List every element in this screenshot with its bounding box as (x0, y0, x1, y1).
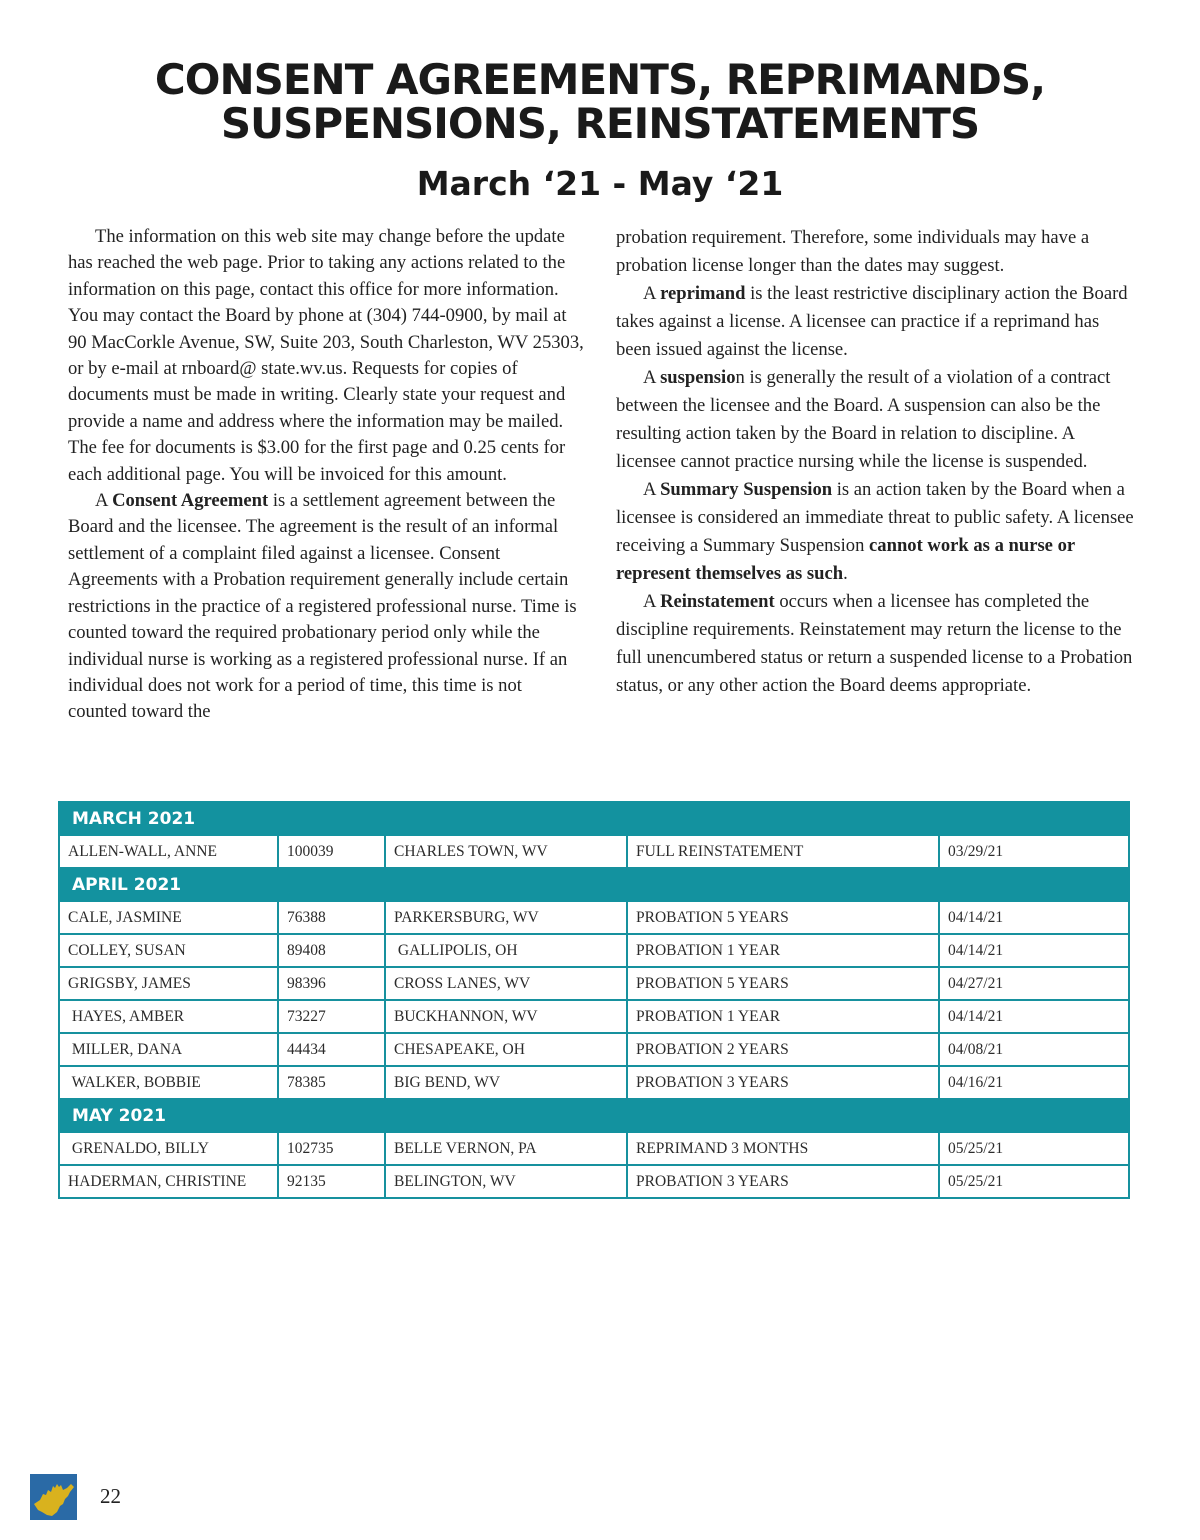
location-cell: CHARLES TOWN, WV (385, 835, 627, 868)
license-number-cell: 76388 (278, 901, 385, 934)
date-cell: 04/08/21 (939, 1033, 1129, 1066)
date-cell: 04/14/21 (939, 901, 1129, 934)
reinstatement-paragraph: A Reinstatement occurs when a licensee has completed the discipline requirements. Reinstatement may return the license to the full unencumbered status or return a suspended license to a Probation status, or any other action the Board deems appropriate. (616, 591, 1133, 696)
date-cell: 05/25/21 (939, 1132, 1129, 1165)
table-row (59, 1132, 1129, 1165)
reprimand-term: reprimand (660, 283, 746, 304)
location-cell: GALLIPOLIS, OH (385, 934, 627, 967)
action-cell: FULL REINSTATEMENT (627, 835, 939, 868)
name-cell: CALE, JASMINE (59, 901, 278, 934)
date-cell: 05/25/21 (939, 1165, 1129, 1198)
name-cell: WALKER, BOBBIE (59, 1066, 278, 1099)
intro-left-column (68, 224, 584, 726)
location-cell: BELLE VERNON, PA (385, 1132, 627, 1165)
consent-agreement-term: Consent Agreement (112, 490, 269, 512)
action-cell: PROBATION 3 YEARS (627, 1165, 939, 1198)
name-cell: MILLER, DANA (59, 1033, 278, 1066)
date-range-subtitle: March ‘21 - May ‘21 (416, 164, 784, 203)
table-row (59, 967, 1129, 1000)
table-row (59, 1066, 1129, 1099)
month-header-row (59, 802, 1129, 835)
action-cell: PROBATION 1 YEAR (627, 1000, 939, 1033)
name-cell: GRENALDO, BILLY (59, 1132, 278, 1165)
action-cell: PROBATION 1 YEAR (627, 934, 939, 967)
table-row (59, 1000, 1129, 1033)
reinstatement-term: Reinstatement (660, 591, 775, 612)
month-header: MAY 2021 (59, 1099, 1129, 1132)
license-number-cell: 100039 (278, 835, 385, 868)
reprimand-paragraph: A reprimand is the least restrictive disciplinary action the Board takes against a license. A licensee can practice if a reprimand has been issued against the license. (616, 283, 1128, 360)
consent-agreement-paragraph: A Consent Agreement is a settlement agreement between the Board and the licensee. The agreement is the result of an informal settlement of a complaint filed against a licensee. Consent Agreements with a Probation requirement generally include certain restrictions in the practice of a registered professional nurse. Time is counted toward the required probationary period only while the individual nurse is working as a registered professional nurse. If an individual does not work for a period of time, this time is not counted toward the (68, 490, 577, 723)
disciplinary-actions-table (58, 801, 1130, 1199)
name-cell: HAYES, AMBER (59, 1000, 278, 1033)
location-cell: CHESAPEAKE, OH (385, 1033, 627, 1066)
location-cell: BUCKHANNON, WV (385, 1000, 627, 1033)
intro-right-column (616, 224, 1136, 700)
action-cell: PROBATION 5 YEARS (627, 901, 939, 934)
west-virginia-map-icon (30, 1474, 77, 1520)
location-cell: BIG BEND, WV (385, 1066, 627, 1099)
suspension-term: suspensio (660, 367, 736, 388)
license-number-cell: 89408 (278, 934, 385, 967)
name-cell: HADERMAN, CHRISTINE (59, 1165, 278, 1198)
title-line-2: SUSPENSIONS, REINSTATEMENTS (220, 99, 980, 148)
license-number-cell: 92135 (278, 1165, 385, 1198)
license-number-cell: 73227 (278, 1000, 385, 1033)
summary-suspension-paragraph: A Summary Suspension is an action taken by the Board when a licensee is considered an immediate threat to public safety. A licensee receiving a Summary Suspension cannot work as a nurse or represent themselves as such. (616, 479, 1134, 584)
action-cell: PROBATION 3 YEARS (627, 1066, 939, 1099)
table-row (59, 835, 1129, 868)
summary-suspension-term: Summary Suspension (660, 479, 833, 500)
month-header: MARCH 2021 (59, 802, 1129, 835)
disciplinary-actions-table-wrap (58, 801, 1128, 1199)
action-cell: PROBATION 2 YEARS (627, 1033, 939, 1066)
summary-suspension-warning: cannot work as a nurse or represent themselves as such (616, 535, 1075, 584)
name-cell: GRIGSBY, JAMES (59, 967, 278, 1000)
title-line-1: CONSENT AGREEMENTS, REPRIMANDS, (154, 55, 1046, 104)
table-row (59, 934, 1129, 967)
date-cell: 03/29/21 (939, 835, 1129, 868)
action-cell: REPRIMAND 3 MONTHS (627, 1132, 939, 1165)
month-header-row (59, 1099, 1129, 1132)
date-cell: 04/14/21 (939, 934, 1129, 967)
location-cell: PARKERSBURG, WV (385, 901, 627, 934)
license-number-cell: 98396 (278, 967, 385, 1000)
suspension-paragraph: A suspension is generally the result of a violation of a contract between the licensee and the Board. A suspension can also be the resulting action taken by the Board in relation to discipline. A licensee cannot practice nursing while the license is suspended. (616, 367, 1111, 472)
license-number-cell: 102735 (278, 1132, 385, 1165)
table-row (59, 1165, 1129, 1198)
name-cell: COLLEY, SUSAN (59, 934, 278, 967)
table-row (59, 901, 1129, 934)
action-cell: PROBATION 5 YEARS (627, 967, 939, 1000)
probation-continuation-paragraph: probation requirement. Therefore, some individuals may have a probation license longer than the dates may suggest. (616, 227, 1090, 276)
location-cell: CROSS LANES, WV (385, 967, 627, 1000)
month-header: APRIL 2021 (59, 868, 1129, 901)
name-cell: ALLEN-WALL, ANNE (59, 835, 278, 868)
date-cell: 04/14/21 (939, 1000, 1129, 1033)
date-cell: 04/27/21 (939, 967, 1129, 1000)
page-title (0, 55, 1200, 148)
license-number-cell: 78385 (278, 1066, 385, 1099)
date-cell: 04/16/21 (939, 1066, 1129, 1099)
page-number: 22 (100, 1484, 121, 1508)
location-cell: BELINGTON, WV (385, 1165, 627, 1198)
intro-paragraph-1: The information on this web site may change before the update has reached the web page. Prior to taking any actions related to the information on this page, contact this office for more information. You may contact the Board by phone at (304) 744-0900, by mail at 90 MacCorkle Avenue, SW, Suite 203, South Charleston, WV 25303, or by e-mail at rnboard@ state.wv.us. Requests for copies of documents must be made in writing. Clearly state your request and provide a name and address where the information may be mailed. The fee for documents is $3.00 for the first page and 0.25 cents for each additional page. You will be invoiced for this amount. (68, 226, 584, 485)
table-row (59, 1033, 1129, 1066)
month-header-row (59, 868, 1129, 901)
license-number-cell: 44434 (278, 1033, 385, 1066)
